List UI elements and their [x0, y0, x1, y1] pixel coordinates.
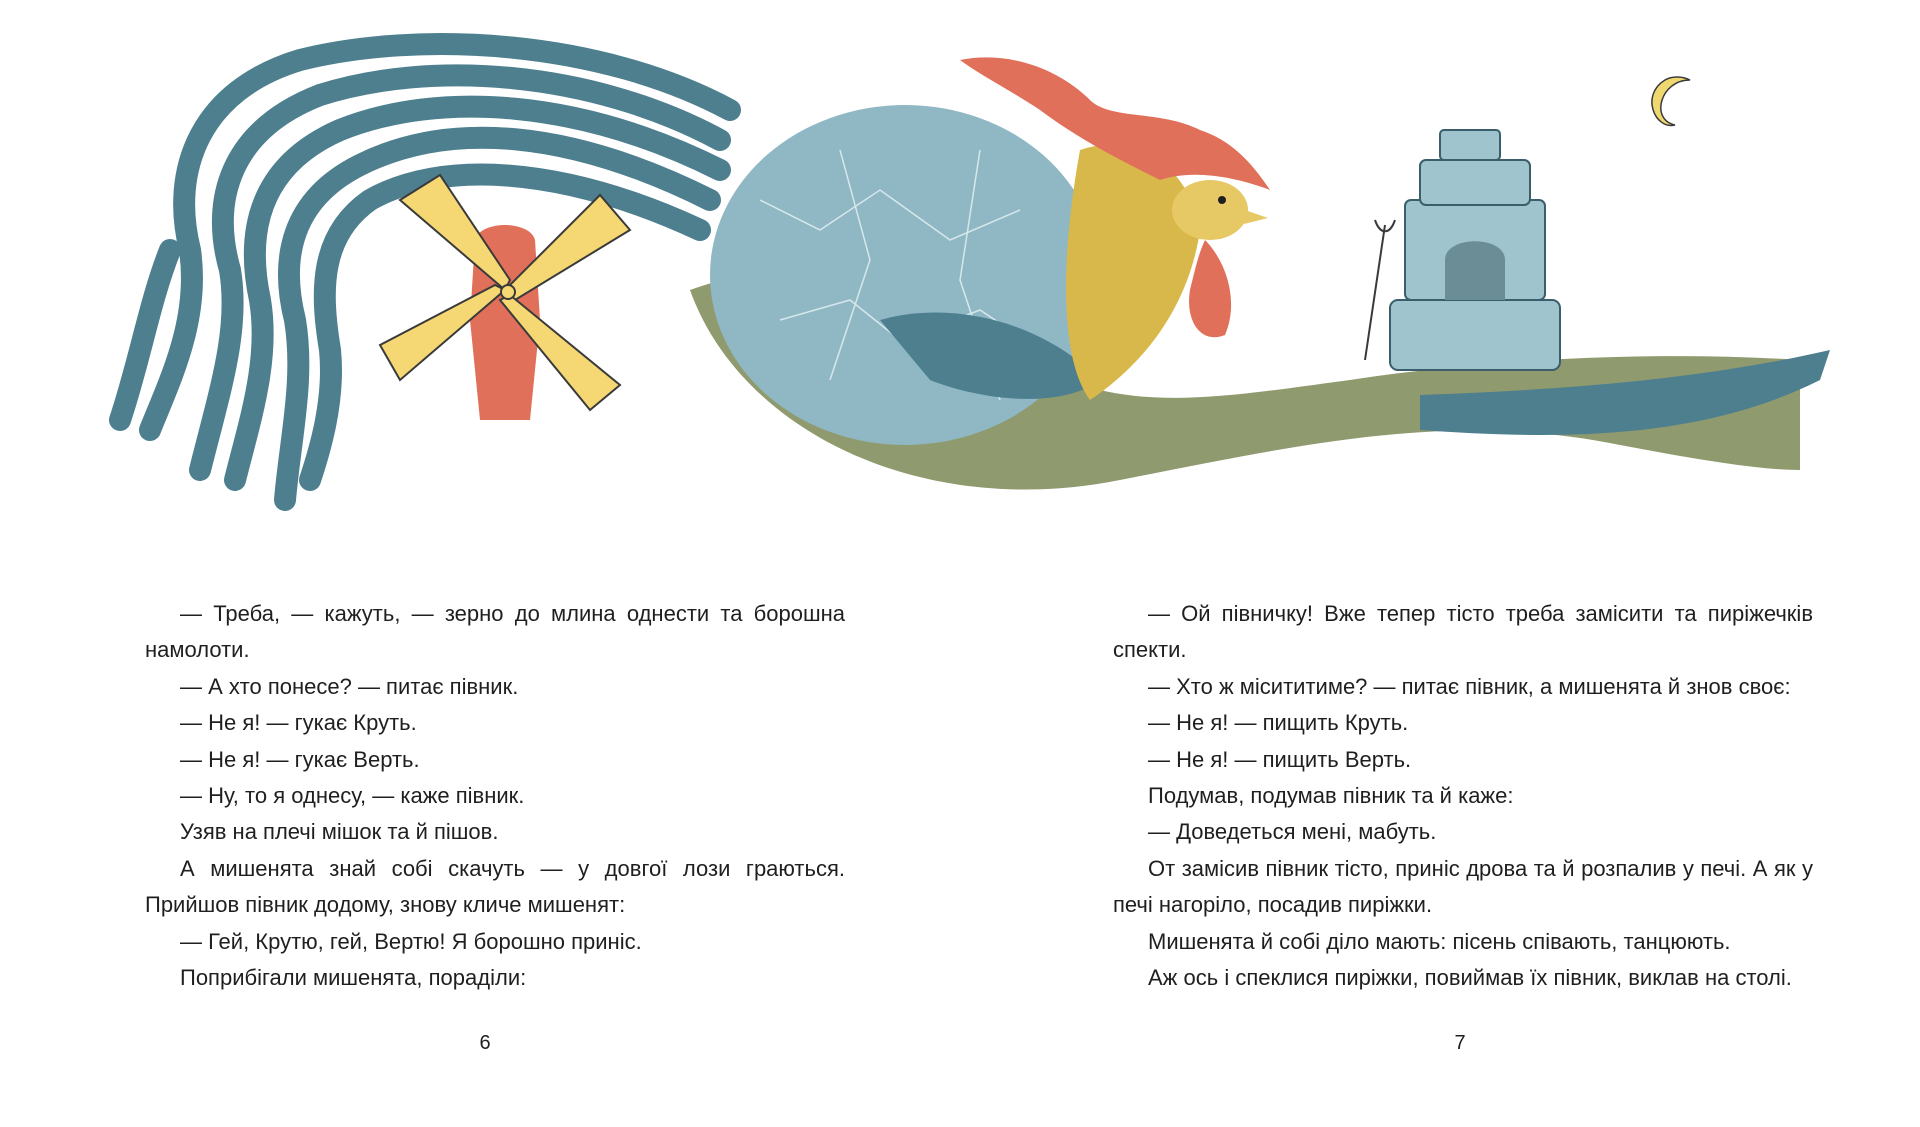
rooster-eye — [1218, 196, 1226, 204]
paragraph: Поприбігали мишенята, порадiли: — [180, 965, 527, 991]
rooster-illustration — [0, 0, 1920, 560]
moon-icon — [1652, 77, 1690, 125]
neck-feathers — [1066, 145, 1200, 400]
tail-feathers — [120, 44, 730, 500]
left-page-text — [145, 596, 845, 996]
right-page-text — [1113, 596, 1813, 996]
paragraph: — Не я! — пищить Круть. — [1148, 710, 1409, 736]
paragraph: — Хто ж місититиме? — питає півник, а мишенята й знов своє: — [1148, 673, 1791, 699]
page-number: 6 — [479, 1032, 491, 1054]
paragraph: Мишенята й собі діло мають: пісень співають, танцюють. — [1148, 928, 1731, 954]
rooster-head — [1172, 180, 1248, 240]
paragraph: — Ой півничку! Вже тепер тісто треба замісити та пиріжечків спекти. — [1113, 601, 1813, 663]
stove — [1365, 130, 1560, 370]
page-number: 7 — [1454, 1032, 1466, 1054]
paragraph: — Не я! — гукає Круть. — [180, 710, 417, 736]
paragraph: — Не я! — пищить Верть. — [1148, 746, 1412, 772]
paragraph: — Треба, — кажуть, — зерно до млина однести та борошна намолоти. — [145, 601, 845, 663]
paragraph: — Не я! — гукає Верть. — [180, 746, 420, 772]
paragraph: — Доведеться мені, мабуть. — [1148, 819, 1437, 845]
paragraph: А мишенята знай собі скачуть — у довгої лози граються. Прийшов півник додому, знову кличе мишенят: — [145, 855, 845, 918]
paragraph: — А хто понесе? — питає півник. — [180, 673, 519, 699]
windmill — [380, 175, 630, 420]
paragraph: — Гей, Крутю, гей, Вертю! Я борошно приніс. — [180, 928, 642, 954]
rooster-beak — [1244, 210, 1268, 224]
paragraph: — Ну, то я однесу, — каже півник. — [180, 783, 525, 809]
paragraph: Аж ось і спеклися пиріжки, повиймав їх півник, виклав на столі. — [1148, 965, 1792, 991]
rooster-wattle — [1189, 240, 1231, 337]
paragraph: Узяв на плечі мішок та й пішов. — [180, 819, 499, 845]
paragraph: От замісив півник тісто, приніс дрова та й розпалив у печі. А як у печі нагоріло, посадив пиріжки. — [1113, 855, 1813, 918]
paragraph: Подумав, подумав півник та й каже: — [1148, 783, 1514, 809]
